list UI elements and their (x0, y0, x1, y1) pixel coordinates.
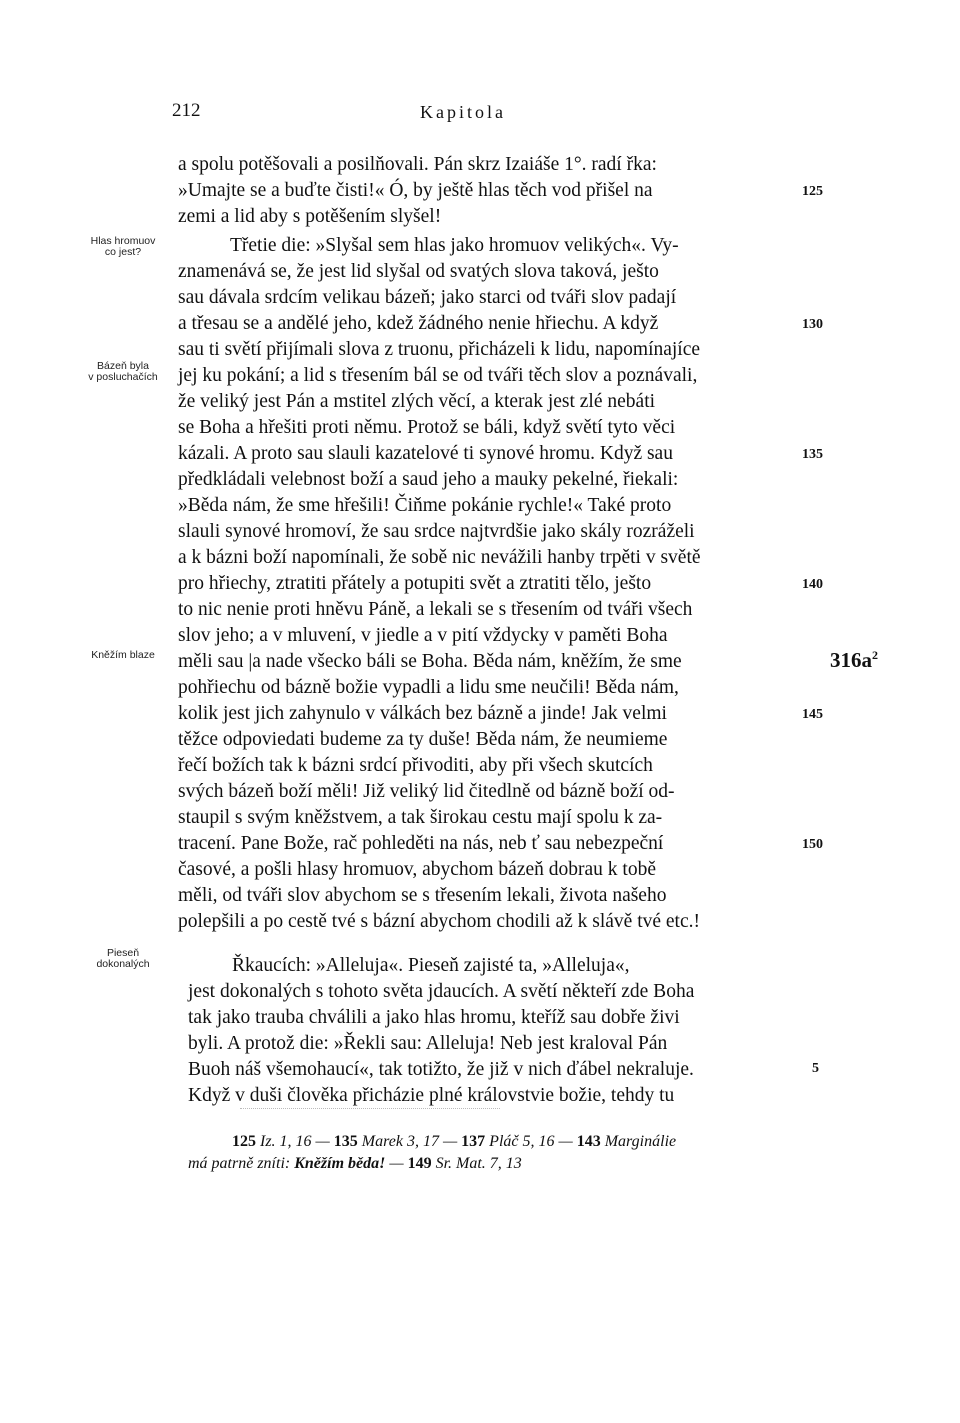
text-line: znamenává se, že jest lid slyšal od svatých slova taková, ješto (178, 261, 659, 282)
text-line: a k bázni boží napomínali, že sobě nic nevážili hanby trpěti v světě (178, 547, 701, 568)
marginal-note-line: v posluchačích (88, 371, 158, 383)
text-line: sau ti světí přijímali slova z truonu, přicházeli k lidu, napomínajíce (178, 339, 701, 360)
line-number: 125 (802, 184, 823, 199)
folio-reference (830, 648, 878, 673)
text-line: předkládali velebnost boží a saud jeho a mauky pekelné, řiekali: (178, 469, 679, 490)
page-number: 212 (172, 100, 201, 121)
text-line: a třesau se a andělé jeho, kdež žádného nenie hřiechu. A když (178, 313, 659, 334)
footnote-line-2 (188, 1155, 522, 1173)
marginal-note-bazen (68, 361, 178, 383)
folio-main: 316a (830, 648, 872, 672)
text-line: svých bázeň boží měli! Již veliký lid čitedlně od bázně boží od- (178, 781, 675, 802)
marginal-note-line: dokonalých (96, 958, 150, 970)
text-line: tracení. Pane Bože, rač pohleděti na nás, neb ť sau nebezpeční (178, 833, 664, 854)
marginal-note-line: Kněžím blaze (91, 649, 155, 661)
text-line: to nic nenie proti hněvu Páně, a lekali se s třesením od tváři všech (178, 599, 693, 620)
marginal-note-line: Hlas hromuov (90, 235, 156, 247)
footnote-text: má patrně zníti: (188, 1155, 291, 1172)
footnote-number: 143 (576, 1133, 601, 1150)
text-line: se Boha a hřešiti proti němu. Protož se báli, když světí tyto věci (178, 417, 676, 438)
marginal-note-hlas (68, 236, 178, 258)
footnote-number: 137 (461, 1133, 486, 1150)
text-line: Třetie die: »Slyšal sem hlas jako hromuov velikých«. Vy- (230, 235, 679, 256)
text-line: Řkaucích: »Alleluja«. Pieseň zajisté ta, »Alleluja«, (232, 955, 630, 976)
line-number: 135 (802, 447, 823, 462)
text-line: Když v duši člověka přicházie plné královstvie božie, tehdy tu (188, 1085, 675, 1106)
running-head: Kapitola (420, 102, 506, 122)
text-line: Buoh náš všemohaucí«, tak totižto, že již v nich ďábel nekraluje. (188, 1059, 694, 1080)
line-number: 130 (802, 317, 823, 332)
text-line: sau dávala srdcím velikau bázeň; jako starci od tváři slov padají (178, 287, 677, 308)
marginal-note-knezim (68, 650, 178, 661)
line-number: 140 (802, 577, 823, 592)
text-line: jej ku pokání; a lid s třesením bál se od tváři těch slov a poznávali, (178, 365, 698, 386)
text-line: byli. A protož die: »Řekli sau: Alleluja! Neb jest kraloval Pán (188, 1033, 668, 1054)
text-line: měli, od tváři slov abychom se s třesením lekali, života našeho (178, 885, 667, 906)
text-line: kázali. A proto sau slauli kazatelové ti synové hromu. Když sau (178, 443, 673, 464)
footnote-number: 135 (333, 1133, 358, 1150)
footnote-emphasis: Kněžím běda! (294, 1155, 386, 1172)
line-number: 150 (802, 837, 823, 852)
footnote-text: Marginálie (604, 1133, 677, 1150)
text-line: slov jeho; a v mluvení, v jiedle a v pití vždycky v paměti Boha (178, 625, 668, 646)
text-line: polepšili a po cestě tvé s bázní abychom chodili až k slávě tvé etc.! (178, 911, 700, 932)
text-line: a spolu potěšovali a posilňovali. Pán skrz Izaiáše 1°. radí řka: (178, 154, 657, 175)
footnote-text: — (389, 1155, 404, 1172)
footnote-text: Marek 3, 17 — (361, 1133, 458, 1150)
marginal-note-piesen (68, 948, 178, 970)
text-line: těžce odpoviedati budeme za ty duše! Běda nám, že neumieme (178, 729, 668, 750)
text-line: zemi a lid aby s potěšením slyšel! (178, 206, 442, 227)
text-line: jest dokonalých s tohoto světa jdaucích. A světí někteří zde Boha (188, 981, 695, 1002)
line-number: 5 (812, 1061, 819, 1076)
text-line: měli sau |a nade všecko báli se Boha. Běda nám, kněžím, že sme (178, 651, 682, 672)
text-line: staupil s svým kněžstvem, a tak širokau cestu mají spolu k za- (178, 807, 663, 828)
footnote-number: 149 (407, 1155, 432, 1172)
text-line: kolik jest jich zahynulo v válkách bez bázně a jinde! Jak velmi (178, 703, 667, 724)
marginal-note-line: Bázeň byla (97, 360, 149, 372)
text-line: časové, a pošli hlasy hromuov, abychom bázeň dobrau k tobě (178, 859, 656, 880)
text-line: pohřiechu od bázně božie vypadli a lidu sme neučili! Běda nám, (178, 677, 679, 698)
text-line: že veliký jest Pán a mstitel zlých věcí, a kterak jest zlé nebáti (178, 391, 656, 412)
text-line: slauli synové hromoví, že sau srdce najtvrdšie jako skály rozráželi (178, 521, 695, 542)
text-line: pro hřiechy, ztratiti přátely a potupiti svět a ztratiti tělo, ješto (178, 573, 652, 594)
footnote-text: Iz. 1, 16 — (260, 1133, 330, 1150)
text-line: »Umajte se a buďte čisti!« Ó, by ještě hlas těch vod přišel na (178, 180, 653, 201)
text-line: tak jako trauba chválili a jako hlas hromu, kteříž sau dobře živi (188, 1007, 680, 1028)
divider (240, 1108, 500, 1109)
footnote-text: Pláč 5, 16 — (489, 1133, 573, 1150)
marginal-note-line: co jest? (104, 246, 142, 258)
line-number: 145 (802, 707, 823, 722)
footnote-text: Sr. Mat. 7, 13 (435, 1155, 522, 1172)
footnote-number: 125 (232, 1133, 256, 1150)
marginal-note-line: Pieseň (106, 947, 140, 959)
text-line: »Běda nám, že sme hřešili! Čiňme pokánie rychle!« Také proto (178, 495, 672, 516)
folio-sup: 2 (872, 648, 878, 662)
footnote-line-1 (232, 1133, 676, 1151)
text-line: řečí božích tak k bázni srdcí přivoditi, aby při všech skutcích (178, 755, 653, 776)
